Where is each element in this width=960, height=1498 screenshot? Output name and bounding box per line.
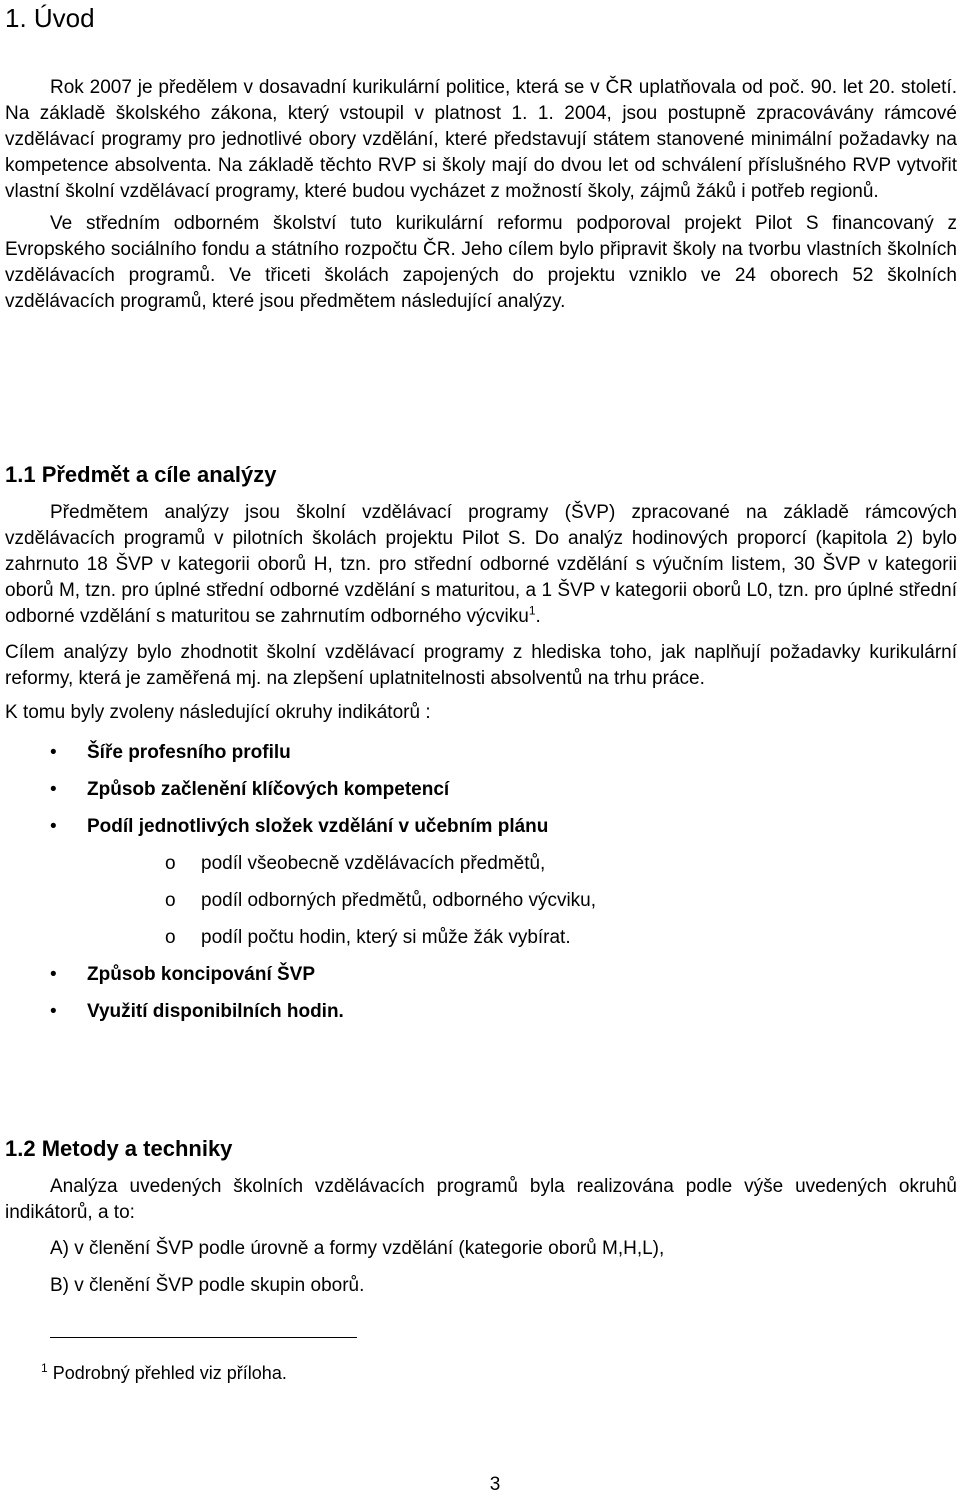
intro-paragraph-2: Ve středním odborném školství tuto kurikulární reformu podporoval projekt Pilot S financovaný z Evropského sociálního fondu a státního rozpočtu ČR. Jeho cílem bylo připravit školy na tvorbu vlastních školních vzdělávacích programů. Ve třiceti školách zapojených do projektu vzniklo ve 24 oborech 52 školních vzdělávacích programů, které jsou předmětem následující analýzy. xyxy=(5,213,957,312)
footnote-ref[interactable]: 1 xyxy=(528,603,536,618)
list-item: • Šíře profesního profilu xyxy=(5,734,957,771)
list-item: • Způsob koncipování ŠVP xyxy=(5,956,957,993)
sub-list-item: o podíl počtu hodin, který si může žák vybírat. xyxy=(5,919,957,956)
sub-list-item: o podíl odborných předmětů, odborného výcviku, xyxy=(5,882,957,919)
section-1-paragraph-1-text: Předmětem analýzy jsou školní vzdělávací programy (ŠVP) zpracované na základě rámcových vzdělávacích programů v pilotních školách projektu Pilot S. Do analýz hodinových proporcí (kapitola 2) bylo zahrnuto 18 ŠVP v kategorii oborů H, tzn. pro střední odborné vzdělání s výučním listem, 30 ŠVP v kategorii oborů M, tzn. pro úplné střední odborné vzdělání s maturitou, a 1 ŠVP v kategorii oborů L0, tzn. pro úplné střední odborné vzdělání s maturitou se zahrnutím odborného výcviku xyxy=(5,502,957,627)
section-2-title: 1.2 Metody a techniky xyxy=(5,1136,233,1161)
chapter-heading: 1. Úvod xyxy=(5,3,95,33)
section-2 xyxy=(5,1136,957,1304)
section-1-paragraph-3: K tomu byly zvoleny následující okruhy indikátorů : xyxy=(5,702,431,723)
method-item-a: A) v členění ŠVP podle úrovně a formy vzdělání (kategorie oborů M,H,L), xyxy=(50,1238,665,1259)
method-item-b: B) v členění ŠVP podle skupin oborů. xyxy=(50,1275,365,1296)
intro-paragraph-1: Rok 2007 je předělem v dosavadní kurikulární politice, která se v ČR uplatňovala od poč. 90. let 20. století. Na základě školského zákona, který vstoupil v platnost 1. 1. 2004, jsou postupně zpracovávány rámcové vzdělávací programy pro jednotlivé obory vzdělání, které představují státem stanovené minimální požadavky na kompetence absolventa. Na základě těchto RVP si školy mají do dvou let od schválení příslušného RVP vytvořit vlastní školní vzdělávací programy, které budou vycházet z možností školy, zájmů žáků i potřeb regionů. xyxy=(5,77,957,202)
section-1-paragraph-1-end: . xyxy=(535,606,541,627)
intro-section xyxy=(5,75,957,315)
list-item: • Podíl jednotlivých složek vzdělání v učebním plánu xyxy=(5,808,957,845)
footnote xyxy=(41,1360,287,1386)
list-item: • Způsob začlenění klíčových kompetencí xyxy=(5,771,957,808)
indicator-list xyxy=(5,734,957,1030)
footnote-text: Podrobný přehled viz příloha. xyxy=(47,1363,287,1383)
page-number: 3 xyxy=(489,1474,501,1495)
section-1-paragraph-1 xyxy=(5,500,957,630)
section-1 xyxy=(5,462,957,1030)
footnote-number: 1 xyxy=(41,1361,48,1375)
section-1-paragraph-2: Cílem analýzy bylo zhodnotit školní vzdělávací programy z hlediska toho, jak naplňují požadavky kurikulární reformy, která je zaměřená mj. na zlepšení uplatnitelnosti absolventů na trhu práce. xyxy=(5,642,957,689)
footnote-divider xyxy=(50,1337,357,1338)
section-1-title: 1.1 Předmět a cíle analýzy xyxy=(5,462,277,487)
sub-list-item: o podíl všeobecně vzdělávacích předmětů, xyxy=(5,845,957,882)
list-item: • Využití disponibilních hodin. xyxy=(5,993,957,1030)
section-2-paragraph-1: Analýza uvedených školních vzdělávacích programů byla realizována podle výše uvedených okruhů indikátorů, a to: xyxy=(5,1176,957,1223)
